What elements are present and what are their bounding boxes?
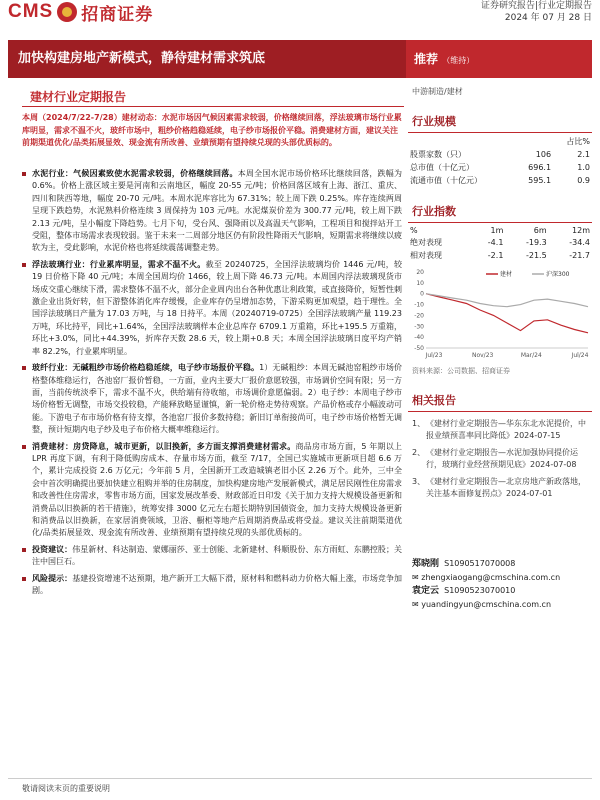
main-body [22,168,402,601]
analyst-name: 郑晓刚 [412,559,440,569]
row-name: 相对表现 [410,251,442,260]
col-head: 6m [533,226,547,235]
row-name: 流通市值（十亿元） [410,176,482,185]
divider [22,106,404,107]
related-report[interactable] [408,476,592,499]
index-title: 行业指数 [408,199,592,223]
brand-cn: 招商证券 [81,4,154,25]
row-name: 股票家数（只） [410,150,466,159]
row-value: 595.1 [528,176,552,185]
col-head: 12m [572,226,590,235]
x-tick-label: Mar/24 [520,352,542,359]
bullet-icon [22,172,26,176]
report-link[interactable]: 《建材行业定期报告—华东东北水泥提价，中报业绩预喜率同比降低》2024-07-15 [426,419,586,440]
col-head: 1m [490,226,504,235]
series-line-industry [426,294,588,333]
cell: -21.5 [525,251,547,260]
table-row [408,236,592,249]
table-row [408,148,592,161]
cell: -21.7 [569,251,590,260]
brand-en: CMS [8,1,54,22]
cell: -2.1 [487,251,504,260]
para-lead: 浮法玻璃行业：行业累库明显，需求不温不火。 [32,259,206,269]
rating-label: 推荐 [414,52,439,66]
banner-title: 加快构建房地产新模式，静待建材需求筑底 [8,40,406,78]
series-line-hs300 [426,294,588,307]
bullet-icon [22,577,26,581]
paragraph-cement [22,168,402,255]
bullet-icon [22,366,26,370]
chart-source: 资料来源：公司数据、招商证券 [412,367,510,375]
report-number: 2、 [412,448,426,457]
para-text: 基建投资增速不达预期，地产新开工大幅下滑，原材料和燃料动力价格大幅上涨，市场竞争加剧。 [32,573,403,595]
row-name: 总市值（十亿元） [410,163,474,172]
y-tick-label: 0 [420,290,424,298]
analyst-id: S1090517070008 [444,559,516,568]
index-chart [408,266,592,362]
table-row [408,249,592,262]
paragraph-advice [22,544,402,569]
row-pct: 0.9 [577,176,590,185]
bullet-icon [22,263,26,267]
para-text: 截至 20240725，全国浮法玻璃均价 1446 元/吨，较 19 日价格下降 40 元/吨；本周全国周均价 1466，较上周下降 46.73 元/吨。本周国内浮法玻璃现货市场成交重心继续下滑，需求整体不温不火，部分企业周内出台各种优惠让利政策，或直接降价，短暂性刺激企业出货好转，但下游整体消化库存缓慢，企业库存仍呈增加态势，下游采购更加观望，趋于理性。全国浮法玻璃日产量为 17.03 万吨，与 18 日持平。本周（20240719-0725）全国浮法玻璃产量 119.23 万吨，环比持平，同比+1.64%，全国浮法玻璃样本企业总库存 6709.1 万重箱，环比+195.5 万重箱，环比+3.0%，同比+44.39%，折库存天数 28.6 天，较上期+0.8 天；本周全国浮法玻璃日度平均产销率 82.2%，行业累库明显。 [32,259,402,356]
col-head: % [410,226,418,235]
legend-label: 建材 [500,271,513,278]
footer-divider [8,778,592,779]
y-tick-label: 10 [416,279,424,287]
analyst-block [408,557,592,611]
mail-icon: ✉ [412,600,419,609]
bullet-icon [22,548,26,552]
table-row [408,174,592,187]
rating-sub: （维持） [442,56,475,65]
paragraph-fiberglass [22,362,402,436]
summary-text: 本周（2024/7/22-7/28）建材动态：水泥市场因气候因素需求较弱，价格继续回落，浮法玻璃市场行业累库明显，需求不温不火，玻纤市场中，粗纱价格趋稳延续，电子纱市场报价平稳。消费建材方面，建议关注前期渠道优化/品类拓展显效、现金流有所改善、业绩预期有望持续兑现的头部优质标的。 [22,113,402,147]
paragraph-risk [22,573,402,598]
analyst-email[interactable]: zhengxiaogang@cmschina.com.cn [421,573,561,582]
para-text: 本周全国水泥市场价格环比继续回落，跌幅为 0.6%。价格上涨区域主要是河南和云南地区，幅度 20-55 元/吨；价格回落区域有上海、浙江、重庆、四川和陕西等地，幅度 20-70 元/吨。本周水泥库容比为 67.31%；较上周下跌 0.25%。库存连续两周呈现下跌趋势，水泥熟料价格连续 3 周保持为 103 元/吨。水泥煤炭价差为 300.77 元/吨，较上周下跌 2.13 元/吨，呈小幅度下降趋势。七月下旬，受台风、强降雨以及高温天气影响，工程项目和搅拌站开工受阻，整体市场需求表现较弱。鉴于未来一二周部分地区仍有阶段性降雨天气影响，短期需求将继续以疲软为主，受此影响，水泥价格也将延续震荡调整走势。 [32,169,403,253]
row-value: 106 [535,150,552,159]
paragraph-consumer [22,441,402,540]
x-tick-label: Nov/23 [471,352,494,359]
row-pct: 2.1 [577,150,590,159]
para-lead: 玻纤行业：无碱粗纱市场价格趋稳延续，电子纱市场报价平稳。 [32,363,260,373]
footer-note: 敬请阅读末页的重要说明 [22,784,110,793]
report-date: 2024 年 07 月 28 日 [504,13,592,23]
y-tick-label: -30 [414,323,424,331]
analyst-email[interactable]: yuandingyun@cmschina.com.cn [421,600,552,609]
y-tick-label: -10 [414,301,424,309]
cell: -19.3 [525,238,547,247]
para-text: 伟星新材、科达制造、蒙娜丽莎、亚士创能、北新建材、科顺股份、东方雨虹、东鹏控股；关注中国巨石。 [32,544,403,567]
legend-label: 沪深300 [546,271,570,278]
scale-table [408,135,592,187]
y-tick-label: -50 [414,345,424,352]
para-lead: 水泥行业：气候因素致使水泥需求较弱，价格继续回落。 [32,169,238,178]
scale-col-label: 占比% [566,137,590,146]
report-link[interactable]: 《建材行业定期报告—北京房地产新政落地，关注基本面修复拐点》2024-07-01 [426,477,586,498]
header-meta [481,0,592,24]
related-title: 相关报告 [408,388,592,412]
x-tick-label: Jul/24 [571,352,589,359]
cell: -4.1 [487,238,504,247]
para-text: 商品房市场方面，5 年期以上 LPR 再度下调，有利于降低购房成本、存量市场方面，截至 7/17，全国已实施城市更新项目超 6.6 万个，累计完成投资 2.6 万亿元；今年前 5 月，全国新开工改造城镇老旧小区 2.26 万个。此外，三中全会中首次明确提出要加快建立租购并举的住房制度，加快构建房地产发展新模式，满足居民刚性住房需求和改善性住房需求，零售市场方面，国家发展改革委、财政部近日印发《关于加力支持大规模设备更新和消费品以旧换新的若干措施》，统筹安排 3000 亿元左右超长期特别国债资金，加力支持大规模设备更新和消费品以旧换新，在家居消费领域，卫浴、橱柜等地产后周期消费品或将受益。建议关注前期渠道优化/品类拓展显效、现金流有所改善、业绩预期有望持续兑现的头部优质标的。 [32,441,402,538]
related-report[interactable] [408,447,592,470]
para-lead: 消费建材：房贷降息，城市更新，以旧换新，多方面支撑消费建材需求。 [32,441,296,451]
report-number: 3、 [412,477,426,486]
report-type: 证券研究报告|行业定期报告 [480,1,592,11]
analyst-id: S1090523070010 [444,586,516,595]
index-table [408,225,592,262]
rating-box [406,40,592,78]
table-row [408,161,592,174]
report-number: 1、 [412,419,426,428]
row-pct: 1.0 [577,163,590,172]
analyst-name: 袁定云 [412,586,440,596]
industry-crumb: 中游制造/建材 [412,87,463,96]
logo-icon [57,2,77,22]
y-tick-label: -20 [414,312,424,320]
sidebar [408,80,592,611]
para-lead: 风险提示： [32,573,73,583]
report-link[interactable]: 《建材行业定期报告—水泥加强协同提价运行，玻璃行业经营预期见底》2024-07-08 [426,448,578,469]
para-text: 1）无碱粗纱：本周无碱池窑粗纱市场价格整体维稳运行，各池窑厂报价暂稳，一方面，业内主要大厂报价意愿较强，市场调价空间有限；另一方面，当前传统淡季下，需求不温不火，供给端有待收缩，市场调价意愿偏弱。2）电子纱：本周电子纱市场价格暂无调整，市场交投较稳，产能释放略显谨慎，新一轮价格走势待观察。产品价格或存小幅波动可能。下游电子布市场价格有待支撑，各池窑厂报价多数持稳；新旧订单衔接尚可，电子纱市场价格暂无调整，预计短期内电子纱及电子布价格大概率维稳运行。 [32,363,403,435]
brand-logo [8,0,153,24]
row-name: 绝对表现 [410,238,442,247]
paragraph-glass [22,259,402,358]
bullet-icon [22,445,26,449]
y-tick-label: -40 [414,334,424,342]
mail-icon: ✉ [412,573,419,582]
para-lead: 投资建议： [32,544,73,554]
scale-title: 行业规模 [408,109,592,133]
related-report[interactable] [408,418,592,441]
row-value: 696.1 [528,163,552,172]
y-tick-label: 20 [416,269,424,276]
table-header [408,225,592,236]
x-tick-label: Jul/23 [425,352,443,359]
page-subtitle: 建材行业定期报告 [30,90,127,104]
cell: -34.4 [569,238,590,247]
